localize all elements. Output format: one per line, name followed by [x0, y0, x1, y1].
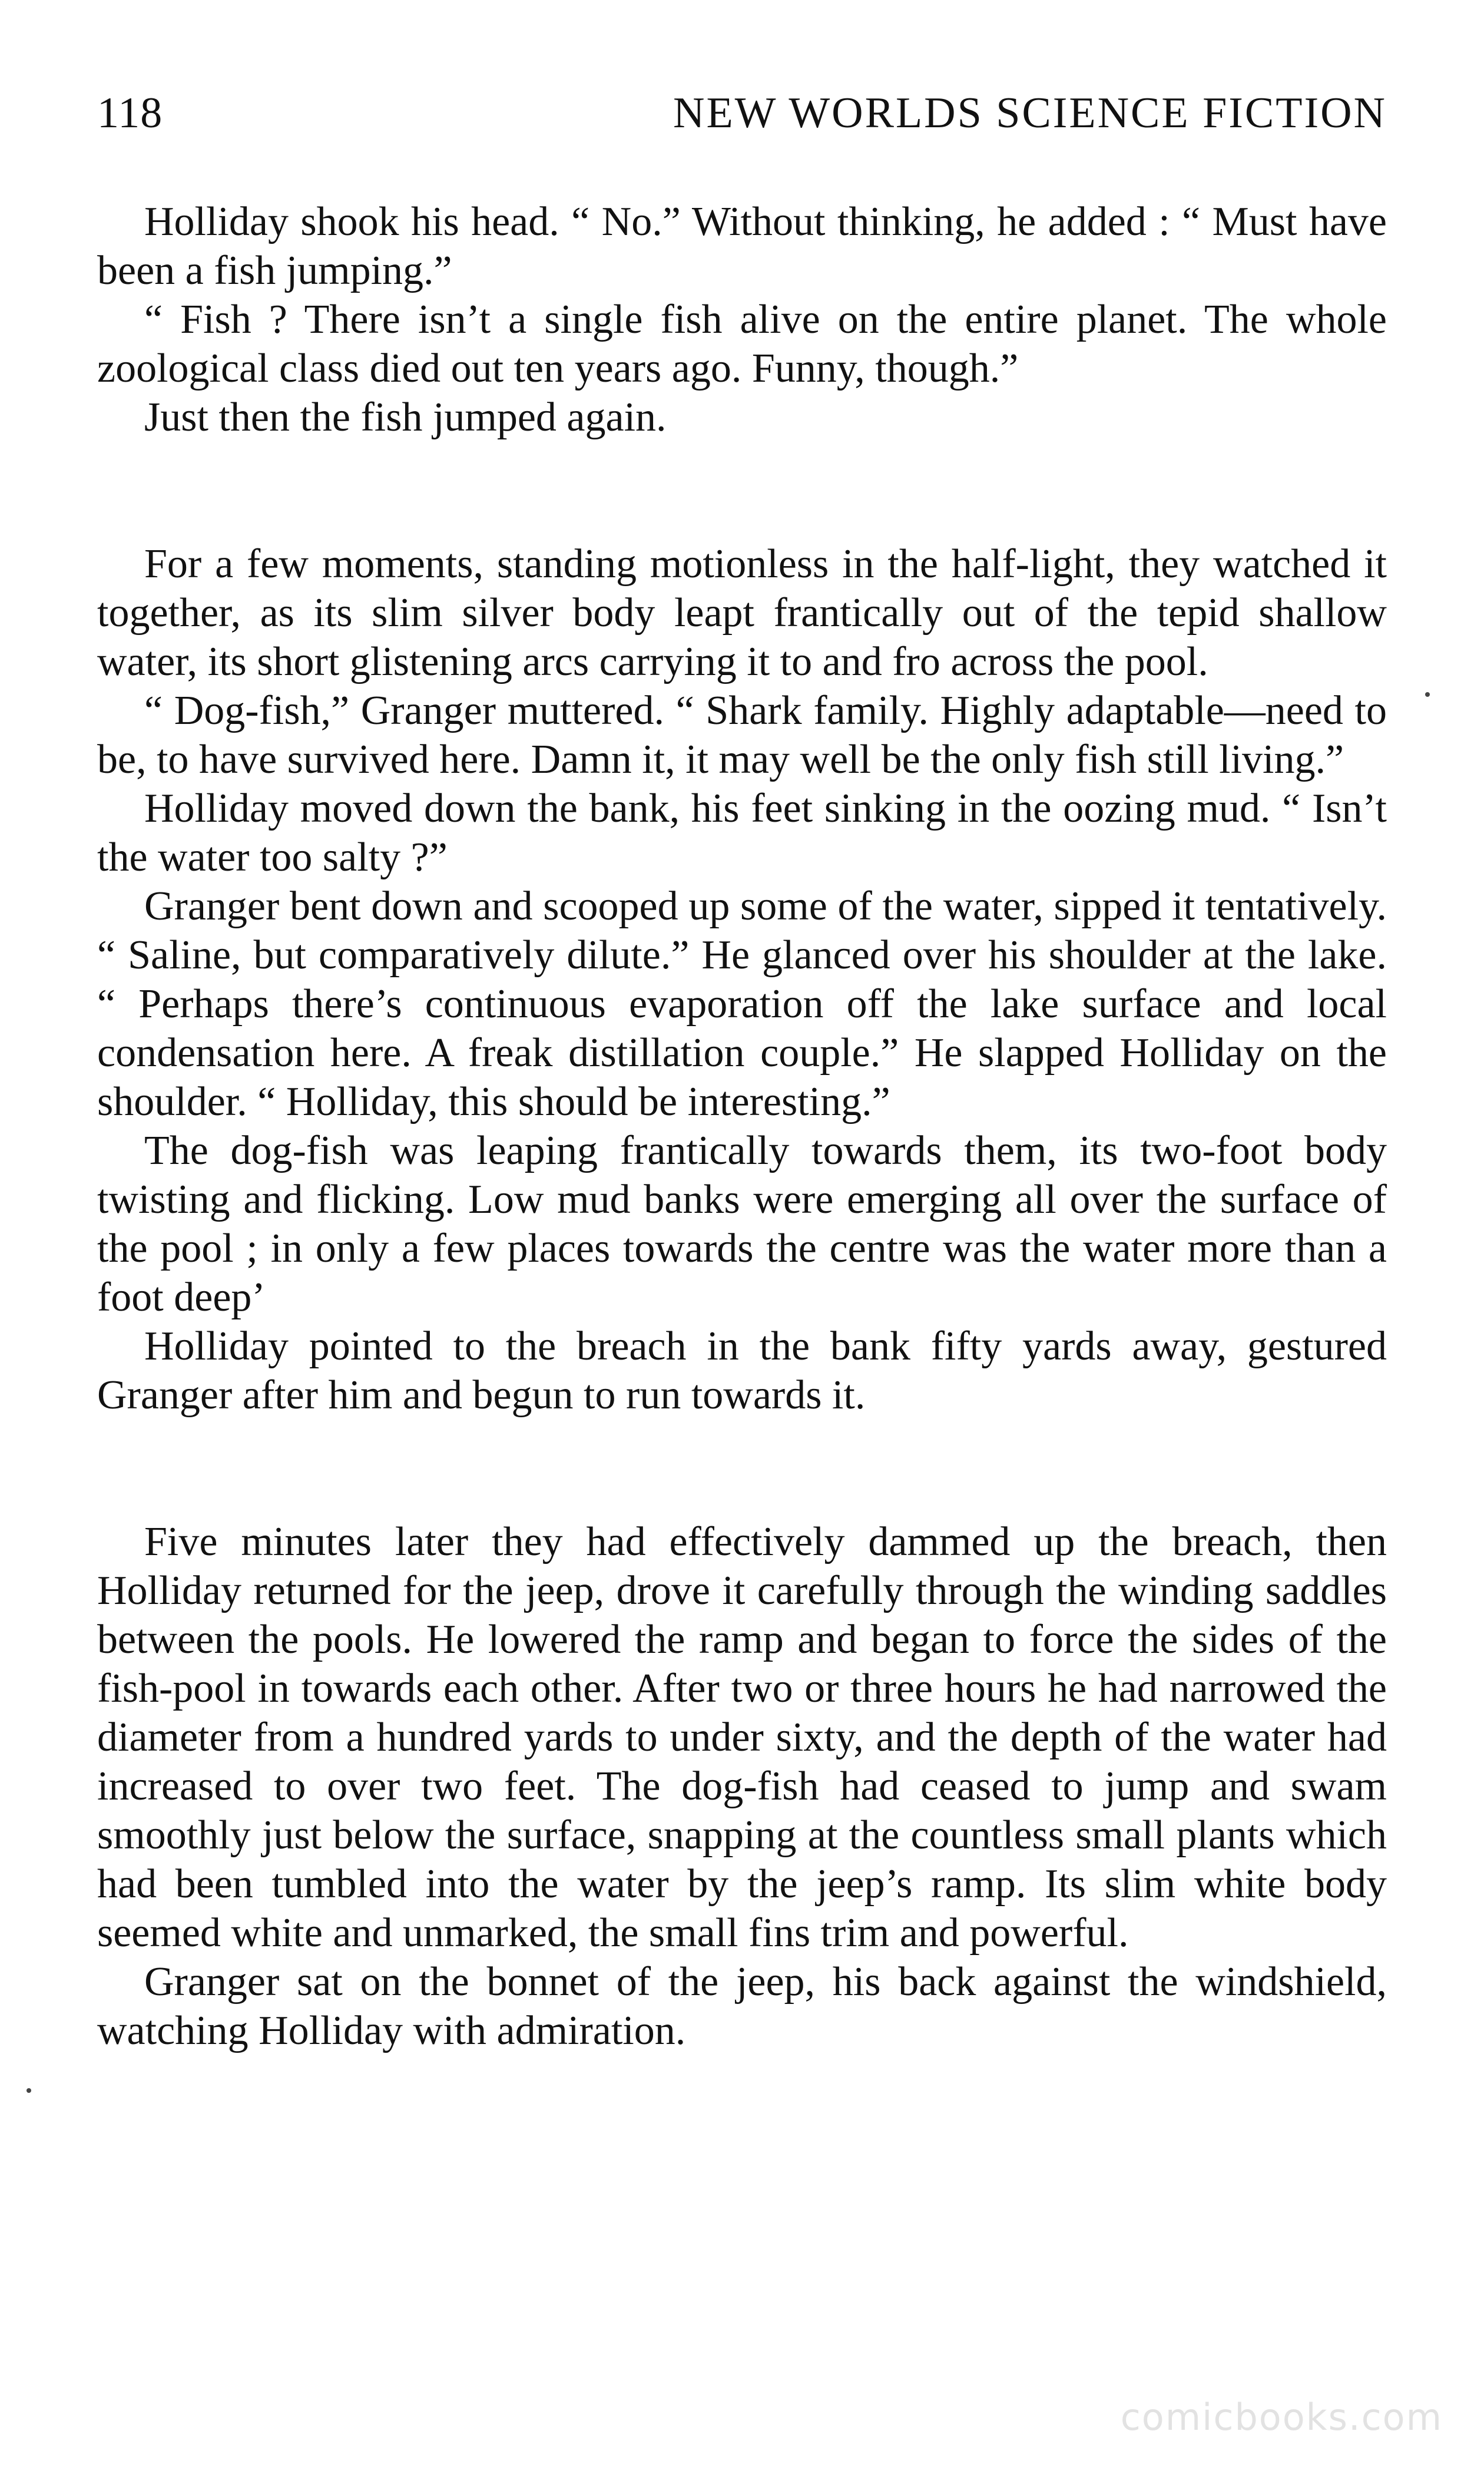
- paragraph: “ Fish ? There isn’t a single fish alive on the entire planet. The whole zoological class died out ten years ago. Funny, though.”: [97, 297, 1387, 391]
- paragraph: Holliday shook his head. “ No.” Without thinking, he added : “ Must have been a fish jumping.”: [97, 199, 1387, 293]
- paragraph: Granger bent down and scooped up some of the water, sipped it tentatively. “ Saline, but comparatively dilute.” He glanced over his shoulder at the lake. “ Perhaps there’s continuous evaporation off the lake surface and local condensation here. A freak distillation couple.” He slapped Holliday on the shoulder. “ Holliday, this should be interesting.”: [97, 884, 1387, 1124]
- body-text: [97, 197, 1387, 2055]
- watermark: comicbooks.com: [1120, 2396, 1443, 2439]
- paragraph: The dog-fish was leaping frantically towards them, its two-foot body twisting and flicking. Low mud banks were emerging all over the surface of the pool ; in only a few places towards the centre was the water more than a foot deep’: [97, 1128, 1387, 1320]
- section-break: [97, 1420, 1387, 1517]
- page-number: 118: [97, 89, 163, 137]
- running-title: NEW WORLDS SCIENCE FICTION: [673, 89, 1387, 137]
- paragraph: Holliday pointed to the breach in the bank fifty yards away, gestured Granger after him and begun to run towards it.: [97, 1324, 1387, 1418]
- paragraph: Five minutes later they had effectively dammed up the breach, then Holliday returned for the jeep, drove it carefully through the winding saddles between the pools. He lowered the ramp and began to force the sides of the fish-pool in towards each other. After two or three hours he had narrowed the diameter from a hundred yards to under sixty, and the depth of the water had increased to over two feet. The dog-fish had ceased to jump and swam smoothly just below the surface, snapping at the countless small plants which had been tumbled into the water by the jeep’s ramp. Its slim white body seemed white and unmarked, the small fins trim and powerful.: [97, 1519, 1387, 1956]
- running-header: [97, 88, 1387, 153]
- paragraph: For a few moments, standing motionless in the half-light, they watched it together, as its slim silver body leapt frantically out of the tepid shallow water, its short glistening arcs carrying it to and fro across the pool.: [97, 541, 1387, 684]
- book-page: [97, 88, 1387, 2055]
- margin-speck: [26, 2088, 31, 2093]
- paragraph: Just then the fish jumped again.: [144, 395, 667, 440]
- paragraph: Granger sat on the bonnet of the jeep, his back against the windshield, watching Holliday with admiration.: [97, 1959, 1387, 2053]
- paragraph: Holliday moved down the bank, his feet sinking in the oozing mud. “ Isn’t the water too salty ?”: [97, 786, 1387, 880]
- paragraph: “ Dog-fish,” Granger muttered. “ Shark family. Highly adaptable—need to be, to have survived here. Damn it, it may well be the only fish still living.”: [97, 688, 1387, 782]
- section-break: [97, 442, 1387, 540]
- margin-speck: [1425, 692, 1430, 697]
